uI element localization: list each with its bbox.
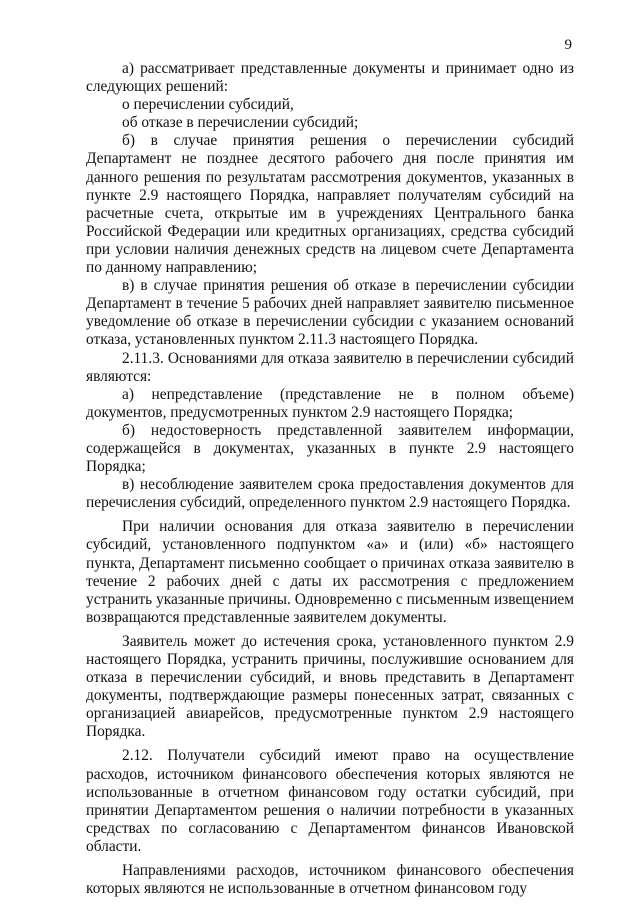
- paragraph-reason-a: а) непредставление (представление не в полном объеме) документов, предусмотренных пунктом 2.9 настоящего Порядка;: [86, 385, 574, 421]
- paragraph-decision-options: а) рассматривает представленные документы и принимает одно из следующих решений:: [86, 60, 574, 96]
- page-number: 9: [564, 37, 572, 53]
- paragraph-section-2-11-3: 2.11.3. Основаниями для отказа заявителю в перечислении субсидий являются:: [86, 349, 574, 385]
- paragraph-refusal-decision: в) в случае принятия решения об отказе в перечислении субсидии Департамент в течение 5 рабочих дней направляет заявителю письменное уведомление об отказе в перечислении субсидии с указанием оснований отказа, установленных пунктом 2.11.3 настоящего Порядка.: [86, 277, 574, 349]
- paragraph-section-2-12: 2.12. Получатели субсидий имеют право на осуществление расходов, источником финансового обеспечения которых являются не использованные в отчетном финансовом году остатки субсидий, при принятии Департаментом решения о наличии потребности в указанных средствах по согласованию с Департаментом финансов Ивановской области.: [86, 747, 574, 855]
- paragraph-resubmission: Заявитель может до истечения срока, установленного пунктом 2.9 настоящего Порядка, устранить причины, послужившие основанием для отказа в перечислении субсидий, и вновь представить в Департамент документы, подтверждающие размеры понесенных затрат, связанных с организацией авиарейсов, предусмотренные пунктом 2.9 настоящего Порядка.: [86, 632, 574, 741]
- paragraph-reason-b: б) недостоверность представленной заявителем информации, содержащейся в документах, указанных в пункте 2.9 настоящего Порядка;: [86, 421, 574, 476]
- paragraph-option-refusal: об отказе в перечислении субсидий;: [122, 114, 359, 132]
- paragraph-reason-c: в) несоблюдение заявителем срока предоставления документов для перечисления субсидий, определенного пунктом 2.9 настоящего Порядка.: [86, 476, 574, 512]
- paragraph-expense-directions: Направлениями расходов, источником финансового обеспечения которых являются не использованные в отчетном финансовом году: [86, 862, 574, 898]
- paragraph-refusal-notification: При наличии основания для отказа заявителю в перечислении субсидий, установленного подпунктом «а» и (или) «б» настоящего пункта, Департамент письменно сообщает о причинах отказа заявителю в течение 2 рабочих дней с даты их рассмотрения с предложением устранить указанные причины. Одновременно с письменным извещением возвращаются представленные заявителем документы.: [86, 518, 574, 626]
- paragraph-transfer-decision: б) в случае принятия решения о перечислении субсидий Департамент не позднее десятого рабочего дня после принятия им данного решения по результатам рассмотрения документов, указанных в пункте 2.9 настоящего Порядка, направляет получателям субсидий на расчетные счета, открытые им в учреждениях Центрального банка Российской Федерации или кредитных организациях, средства субсидий при условии наличия денежных средств на лицевом счете Департамента по данному направлению;: [86, 132, 574, 277]
- paragraph-option-transfer: о перечислении субсидий,: [122, 96, 294, 114]
- document-body: [86, 60, 574, 898]
